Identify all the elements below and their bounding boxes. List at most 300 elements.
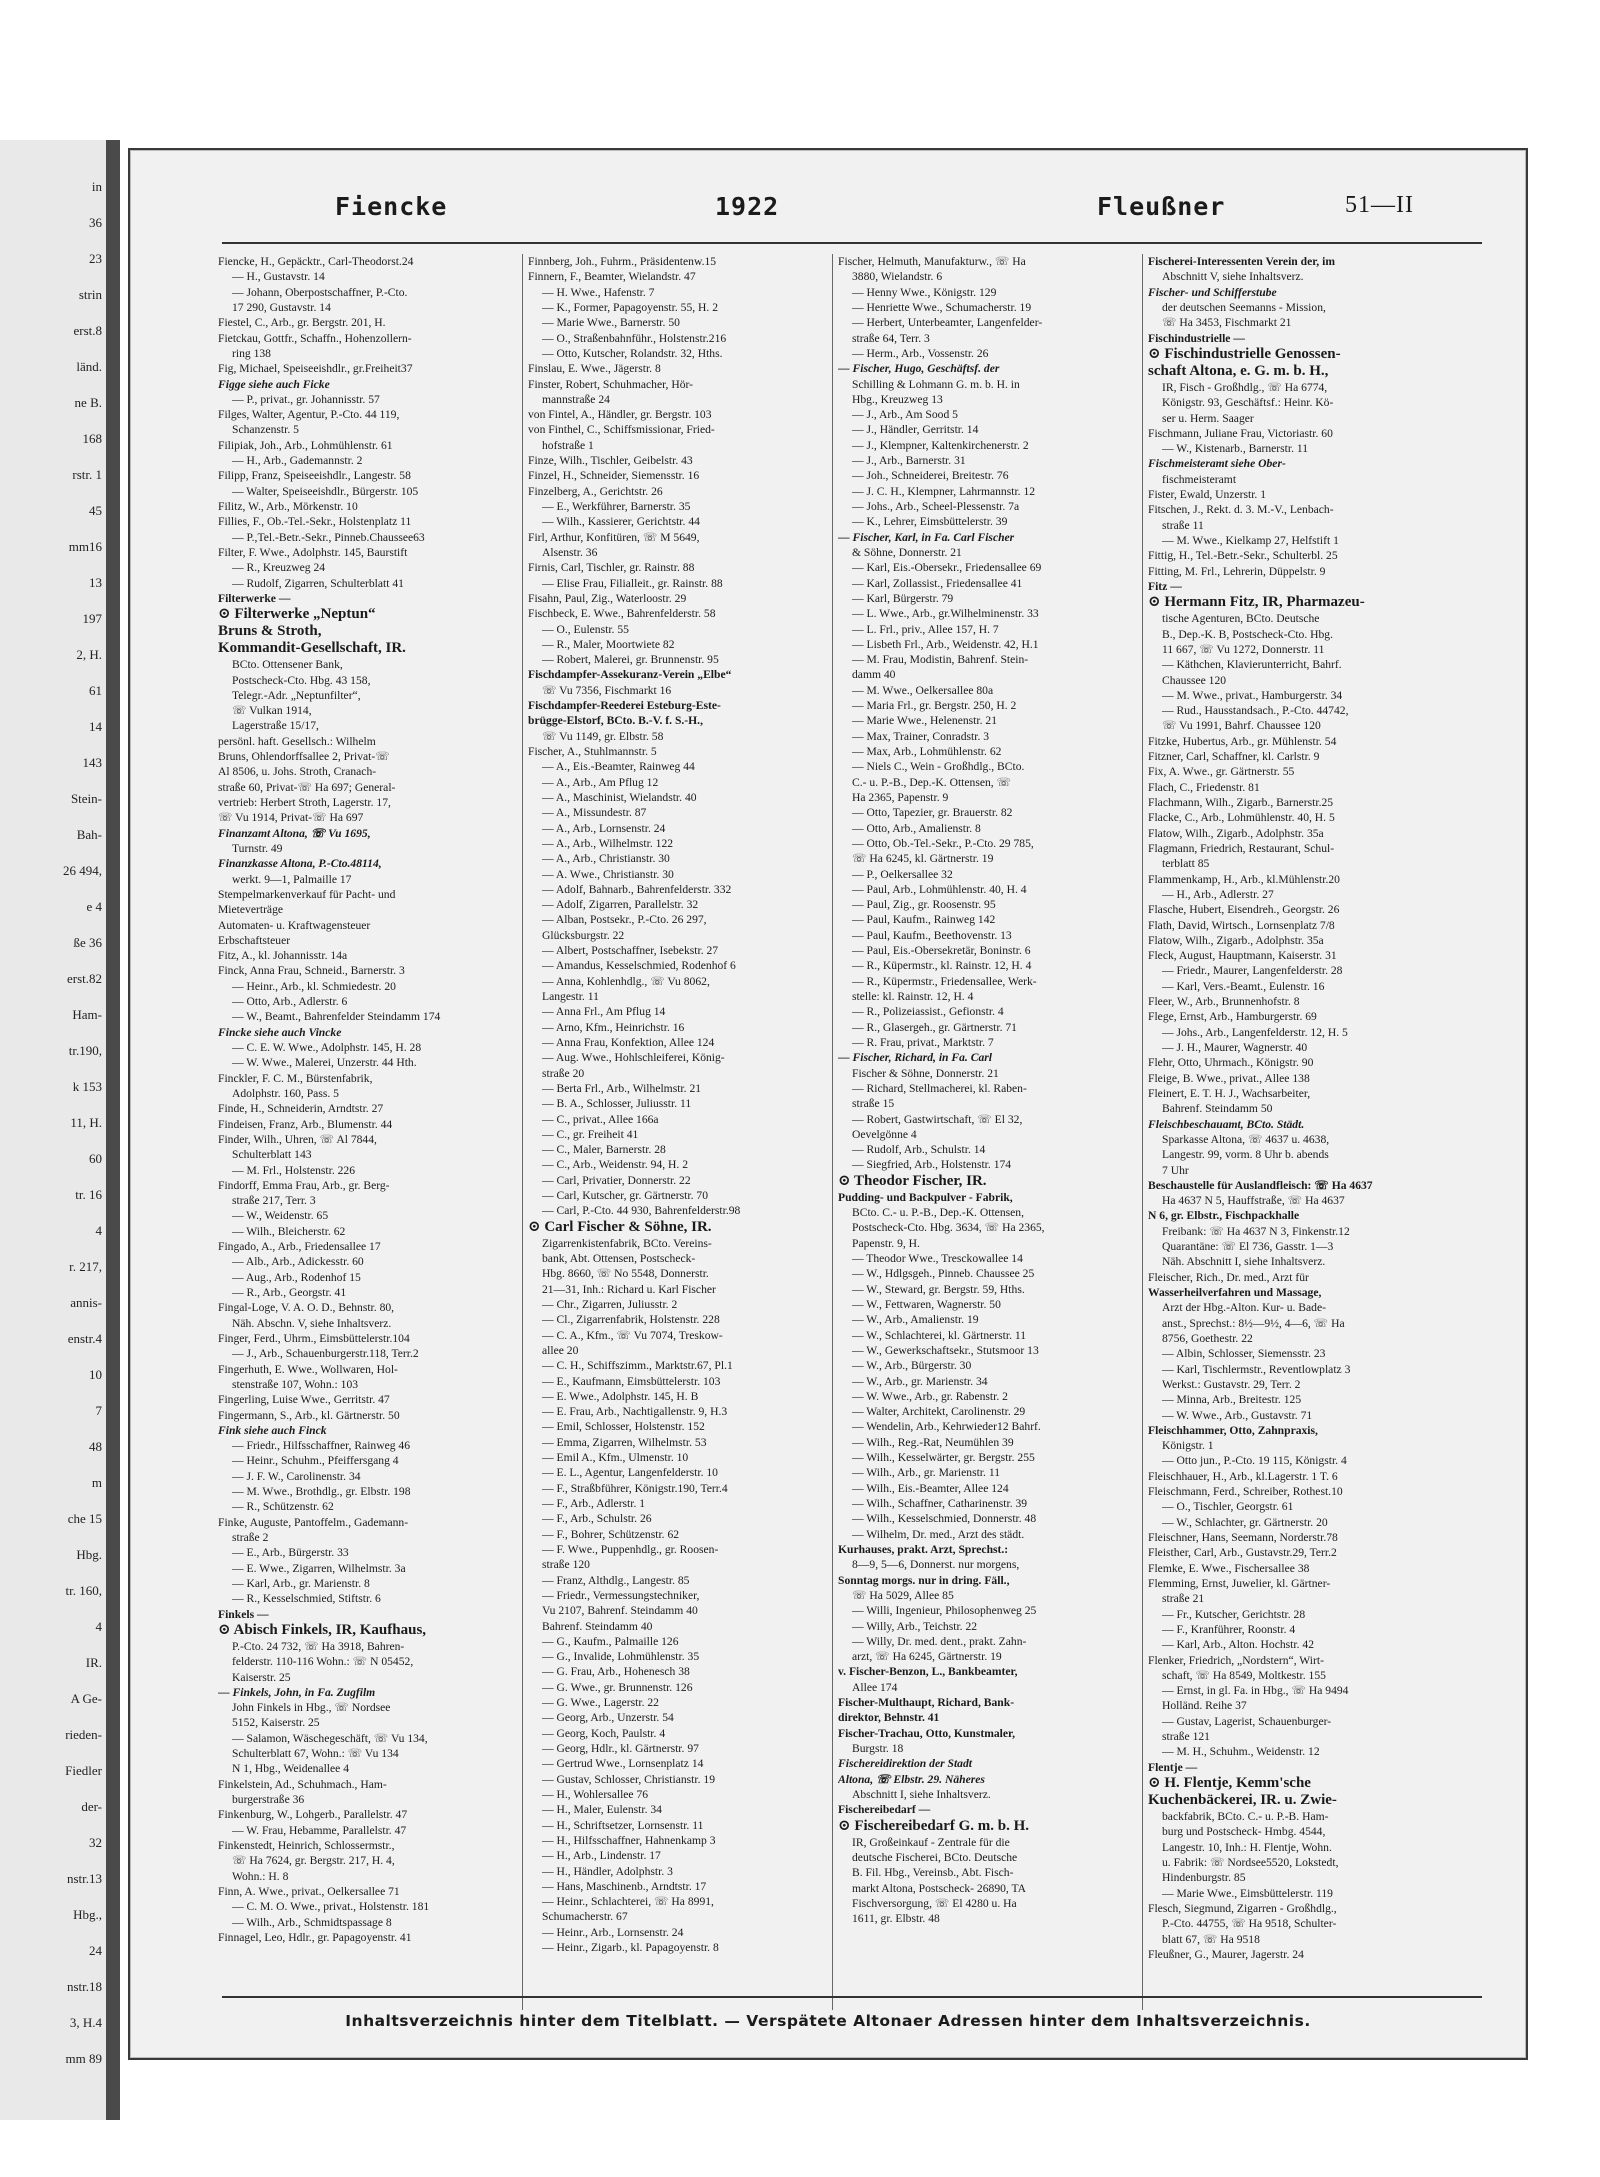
- directory-entry: Flentje —: [1148, 1760, 1198, 1774]
- directory-entry: Fleußner, G., Maurer, Jagerstr. 24: [1148, 1947, 1304, 1961]
- directory-entry: — C. H., Schiffszimm., Marktstr.67, Pl.1: [542, 1359, 733, 1373]
- column-divider: [522, 254, 523, 2010]
- directory-entry: felderstr. 110-116 Wohn.: ☏ N 05452,: [232, 1655, 414, 1669]
- directory-entry: — C., privat., Allee 166a: [542, 1112, 659, 1126]
- directory-entry: Flege, Ernst, Arb., Hamburgerstr. 69: [1148, 1010, 1317, 1024]
- directory-entry: — Karl, Arb., Alton. Hochstr. 42: [1162, 1638, 1314, 1652]
- directory-entry: burg und Postscheck- Hmbg. 4544,: [1162, 1825, 1326, 1839]
- directory-entry: — Chr., Zigarren, Juliusstr. 2: [542, 1297, 678, 1311]
- directory-entry: ☏ Vulkan 1914,: [232, 704, 312, 718]
- directory-entry: Flachmann, Wilh., Zigarb., Barnerstr.25: [1148, 796, 1334, 809]
- directory-entry: — Anna, Kohlenhdlg., ☏ Vu 8062,: [542, 974, 710, 988]
- directory-entry: N 6, gr. Elbstr., Fischpackhalle: [1148, 1209, 1300, 1223]
- directory-entry: Finzelberg, A., Gerichtstr. 26: [528, 484, 663, 498]
- directory-entry: Fischbeck, E. Wwe., Bahrenfelderstr. 58: [528, 607, 716, 621]
- directory-entry: — J., Klempner, Kaltenkirchenerstr. 2: [852, 438, 1029, 452]
- directory-entry: — R., Schützenstr. 62: [232, 1500, 334, 1514]
- directory-entry: Postscheck-Cto. Hbg. 3634, ☏ Ha 2365,: [852, 1221, 1045, 1235]
- directory-entry: — R., Küpermstr., kl. Rainstr. 12, H. 4: [852, 959, 1032, 973]
- directory-entry: — E. Frau, Arb., Nachtigallenstr. 9, H.3: [542, 1405, 728, 1419]
- directory-entry: Firl, Arthur, Konfitüren, ☏ M 5649,: [528, 530, 700, 544]
- directory-entry: B. Fil. Hbg., Vereinsb., Abt. Fisch-: [852, 1866, 1014, 1880]
- directory-entry: — F. Wwe., Puppenhdlg., gr. Roosen-: [542, 1542, 719, 1556]
- directory-entry: Sparkasse Altona, ☏ 4637 u. 4638,: [1162, 1132, 1330, 1146]
- directory-entry: — Karl, Bürgerstr. 79: [852, 591, 954, 605]
- running-head: [130, 192, 1526, 226]
- directory-entry: — J., Arb., Am Sood 5: [852, 408, 958, 422]
- previous-page-text-fragment: 143: [82, 755, 102, 770]
- directory-entry: Fingermann, S., Arb., kl. Gärtnerstr. 50: [218, 1408, 400, 1422]
- directory-entry: Näh. Abschnitt I, siehe Inhaltsverz.: [1162, 1255, 1326, 1269]
- directory-entry: bank, Abt. Ottensen, Postscheck-: [542, 1252, 696, 1265]
- previous-page-text-fragment: erst.82: [66, 971, 102, 986]
- directory-entry: Schulterblatt 67, Wohn.: ☏ Vu 134: [232, 1747, 399, 1761]
- directory-entry: — M. H., Schuhm., Weidenstr. 12: [1162, 1745, 1320, 1759]
- directory-entry: direktor, Behnstr. 41: [838, 1711, 940, 1725]
- directory-entry: — Friedr., Hilfsschaffner, Rainweg 46: [232, 1439, 411, 1453]
- directory-entry: backfabrik, BCto. C.- u. P.-B. Ham-: [1162, 1810, 1329, 1823]
- directory-entry: Fleischer, Rich., Dr. med., Arzt für: [1148, 1270, 1309, 1284]
- directory-entry: — C., Maler, Barnerstr. 28: [542, 1143, 666, 1157]
- directory-entry: Fischmann, Juliane Frau, Victoriastr. 60: [1148, 426, 1333, 440]
- previous-page-text-fragment: 3, H.4: [69, 2015, 102, 2030]
- directory-entry: Schilling & Lohmann G. m. b. H. in: [852, 377, 1020, 391]
- directory-entry: Finkenstedt, Heinrich, Schlossermstr.,: [218, 1838, 395, 1852]
- directory-entry: — Wilh., Kesselschmied, Donnerstr. 48: [852, 1512, 1037, 1526]
- directory-entry: — Johs., Arb., Scheel-Plessenstr. 7a: [852, 500, 1020, 513]
- column-1: [218, 254, 514, 2010]
- directory-entry: — H., Schriftsetzer, Lornsenstr. 11: [542, 1818, 704, 1832]
- directory-entry: — W. Wwe., Malerei, Unzerstr. 44 Hth.: [232, 1056, 417, 1070]
- directory-entry: Lagerstraße 15/17,: [232, 719, 319, 733]
- directory-entry: 1611, gr. Elbstr. 48: [852, 1912, 940, 1926]
- previous-page-text-fragment: tr. 16: [75, 1187, 102, 1202]
- directory-entry: Finnagel, Leo, Hdlr., gr. Papagoyenstr. 41: [218, 1930, 412, 1944]
- directory-entry: — M. Wwe., Kielkamp 27, Helfstift 1: [1162, 534, 1339, 547]
- directory-entry: ☏ Ha 5029, Allee 85: [852, 1588, 954, 1602]
- previous-page-text-fragment: r. 217,: [69, 1259, 102, 1274]
- directory-entry: — R. Frau, privat., Marktstr. 7: [852, 1035, 994, 1049]
- directory-entry: P.-Cto. 44755, ☏ Ha 9518, Schulter-: [1162, 1917, 1337, 1931]
- directory-entry: — Karl, Zollassist., Friedensallee 41: [852, 576, 1023, 590]
- directory-entry: — Fischer, Karl, in Fa. Carl Fischer: [838, 530, 1015, 544]
- directory-entry: P.-Cto. 24 732, ☏ Ha 3918, Bahren-: [232, 1639, 405, 1653]
- directory-entry: ring 138: [232, 346, 271, 360]
- directory-entry: Fix, A. Wwe., gr. Gärtnerstr. 55: [1148, 765, 1295, 779]
- directory-entry: — C. A., Kfm., ☏ Vu 7074, Treskow-: [542, 1328, 723, 1342]
- previous-page-text-fragment: ße 36: [73, 935, 102, 950]
- running-head-left: Fiencke: [335, 192, 448, 221]
- directory-entry: — W., Schlachter, gr. Gärtnerstr. 20: [1162, 1515, 1328, 1529]
- directory-entry: Fleige, B. Wwe., privat., Allee 138: [1148, 1071, 1310, 1085]
- directory-entry: — Emil, Schlosser, Holstenstr. 152: [542, 1420, 705, 1434]
- directory-entry: Fincke siehe auch Vincke: [218, 1025, 342, 1039]
- directory-entry: — Willy, Arb., Teichstr. 22: [852, 1619, 978, 1633]
- directory-entry: Fiencke, H., Gepäcktr., Carl-Theodorst.24: [218, 255, 414, 268]
- directory-entry: — Johann, Oberpostschaffner, P.-Cto.: [232, 285, 408, 299]
- directory-entry: Finn, A. Wwe., privat., Oelkersallee 71: [218, 1884, 400, 1898]
- directory-entry: Vu 2107, Bahrenf. Steindamm 40: [542, 1604, 698, 1618]
- directory-entry: v. Fischer-Benzon, L., Bankbeamter,: [838, 1665, 1018, 1679]
- directory-entry: — Marie Wwe., Barnerstr. 50: [542, 316, 680, 330]
- directory-entry: — W., Fettwaren, Wagnerstr. 50: [852, 1297, 1001, 1311]
- directory-entry: Fischer, A., Stuhlmannstr. 5: [528, 745, 657, 758]
- directory-entry: — H., Maler, Eulenstr. 34: [542, 1803, 662, 1817]
- directory-entry: — E., Werkführer, Barnerstr. 35: [542, 500, 691, 513]
- directory-entry: — Paul, Zig., gr. Roosenstr. 95: [852, 898, 996, 912]
- column-4: [1148, 254, 1444, 2010]
- directory-entry: — Henny Wwe., Königstr. 129: [852, 285, 997, 299]
- directory-entry: — Cl., Zigarrenfabrik, Holstenstr. 228: [542, 1313, 720, 1327]
- directory-entry: — Wilh., Kassierer, Gerichtstr. 44: [542, 515, 700, 529]
- directory-entry: werkt. 9—1, Palmaille 17: [232, 872, 352, 886]
- directory-entry: straße 217, Terr. 3: [232, 1194, 316, 1208]
- directory-entry: Finanzamt Altona, ☏ Vu 1695,: [218, 826, 371, 840]
- directory-entry: — Fischer, Hugo, Geschäftsf. der: [838, 362, 1000, 376]
- column-divider: [832, 254, 833, 2010]
- directory-entry: — A. Wwe., Christianstr. 30: [542, 867, 674, 881]
- directory-entry: Fischindustrielle —: [1148, 331, 1245, 345]
- directory-entry: Flenker, Friedrich, „Nordstern“, Wirt-: [1148, 1653, 1324, 1667]
- directory-entry: — Herbert, Unterbeamter, Langenfelder-: [852, 316, 1043, 330]
- directory-entry: — H., Arb., Lindenstr. 17: [542, 1849, 661, 1863]
- directory-entry: Wasserheilverfahren und Massage,: [1148, 1286, 1322, 1299]
- directory-entry: — E., Kaufmann, Eimsbüttelerstr. 103: [542, 1374, 721, 1388]
- directory-entry: 17 290, Gustavstr. 14: [232, 300, 331, 314]
- directory-entry: — W., Arb., Bürgerstr. 30: [852, 1359, 972, 1373]
- previous-page-text-fragment: Stein-: [70, 791, 102, 806]
- directory-entry: Telegr.-Adr. „Neptunfilter“,: [232, 688, 361, 702]
- previous-page-text-fragment: enstr.4: [67, 1331, 102, 1346]
- directory-entry: Erbschaftsteuer: [218, 933, 291, 947]
- directory-entry: — R., Maler, Moortwiete 82: [542, 637, 675, 651]
- previous-page-text-fragment: 23: [89, 251, 102, 266]
- directory-entry: Fischmeisteramt siehe Ober-: [1148, 457, 1286, 471]
- directory-entry: Fink siehe auch Finck: [218, 1423, 327, 1437]
- directory-entry: — Wilh., Arb., Schmidtspassage 8: [232, 1915, 392, 1929]
- directory-entry: straße 121: [1162, 1730, 1210, 1744]
- previous-page-text-fragment: 168: [82, 431, 102, 446]
- directory-entry: — G. Wwe., Lagerstr. 22: [542, 1696, 659, 1710]
- directory-entry: ⊙ Filterwerke „Neptun“: [218, 606, 376, 623]
- directory-entry: — W. Wwe., Arb., Gustavstr. 71: [1162, 1408, 1313, 1422]
- directory-entry: — Carl, P.-Cto. 44 930, Bahrenfelderstr.98: [542, 1204, 741, 1218]
- directory-entry: — R., Kreuzweg 24: [232, 561, 326, 575]
- previous-page-text-fragment: Hbg.,: [73, 1907, 102, 1922]
- directory-entry: ☏ Vu 1991, Bahrf. Chaussee 120: [1162, 719, 1321, 733]
- directory-entry: — R., Arb., Georgstr. 41: [232, 1286, 347, 1299]
- directory-entry: — Carl, Privatier, Donnerstr. 22: [542, 1173, 691, 1187]
- directory-entry: Fitschen, J., Rekt. d. 3. M.-V., Lenbach-: [1148, 503, 1334, 517]
- previous-page-text-fragment: 60: [89, 1151, 102, 1166]
- directory-entry: — Theodor Wwe., Tresckowallee 14: [852, 1252, 1023, 1265]
- directory-entry: Zigarrenkistenfabrik, BCto. Vereins-: [542, 1236, 712, 1250]
- directory-entry: Königstr. 93, Geschäftsf.: Heinr. Kö-: [1162, 396, 1334, 410]
- previous-page-text-fragment: 61: [89, 683, 102, 698]
- directory-entry: Ha 2365, Papenstr. 9: [852, 790, 949, 804]
- directory-entry: — Heinr., Schlachterei, ☏ Ha 8991,: [542, 1895, 714, 1909]
- directory-entry: vertrieb: Herbert Stroth, Lagerstr. 17,: [218, 796, 391, 809]
- directory-entry: Mieteverträge: [218, 903, 284, 917]
- directory-entry: Figge siehe auch Ficke: [218, 377, 330, 391]
- directory-entry: — L. Wwe., Arb., gr.Wilhelminenstr. 33: [852, 607, 1039, 621]
- previous-page-text-fragment: 32: [89, 1835, 102, 1850]
- directory-entry: — A., Eis.-Beamter, Rainweg 44: [542, 760, 695, 774]
- directory-entry: — J. C. H., Klempner, Lahrmannstr. 12: [852, 484, 1036, 498]
- directory-entry: Allee 174: [852, 1680, 898, 1694]
- directory-entry: damm 40: [852, 668, 896, 682]
- directory-entry: — Wendelin, Arb., Kehrwieder12 Bahrf.: [852, 1420, 1041, 1434]
- directory-entry: — O., Straßenbahnführ., Holstenstr.216: [542, 331, 727, 345]
- directory-entry: Hindenburgstr. 85: [1162, 1871, 1246, 1885]
- directory-entry: Fischereidirektion der Stadt: [838, 1757, 972, 1771]
- directory-entry: Burgstr. 18: [852, 1742, 904, 1755]
- directory-entry: — Friedr., Maurer, Langenfelderstr. 28: [1162, 964, 1343, 978]
- directory-entry: Fleischner, Hans, Seemann, Norderstr.78: [1148, 1531, 1338, 1544]
- directory-entry: — O., Eulenstr. 55: [542, 622, 629, 636]
- directory-entry: — E. Wwe., Adolphstr. 145, H. B: [542, 1389, 699, 1403]
- directory-entry: Finster, Robert, Schuhmacher, Hör-: [528, 377, 693, 391]
- directory-entry: ☏ Ha 6245, kl. Gärtnerstr. 19: [852, 852, 994, 866]
- directory-entry: — Karl, Arb., gr. Marienstr. 8: [232, 1576, 370, 1590]
- directory-entry: Langestr. 99, vorm. 8 Uhr b. abends: [1162, 1148, 1329, 1162]
- directory-entry: Fiestel, C., Arb., gr. Bergstr. 201, H.: [218, 316, 386, 330]
- directory-entry: Flasche, Hubert, Eisendreh., Georgstr. 26: [1148, 903, 1340, 917]
- previous-page-text-fragment: Bah-: [76, 827, 102, 842]
- directory-entry: 3880, Wielandstr. 6: [852, 270, 943, 284]
- directory-entry: Finnberg, Joh., Fuhrm., Präsidentenw.15: [528, 255, 717, 268]
- directory-entry: Fittig, H., Tel.-Betr.-Sekr., Schulterbl. 25: [1148, 549, 1338, 563]
- directory-entry: von Fintel, A., Händler, gr. Bergstr. 103: [528, 408, 712, 422]
- directory-entry: — W., Gewerkschaftsekr., Stutsmoor 13: [852, 1343, 1039, 1357]
- directory-entry: — Max, Arb., Lohmühlenstr. 62: [852, 745, 1002, 758]
- directory-entry: — Fr., Kutscher, Gerichtstr. 28: [1162, 1607, 1306, 1621]
- directory-entry: — Emma, Zigarren, Wilhelmstr. 53: [542, 1435, 707, 1449]
- previous-page-text-fragment: 7: [95, 1403, 102, 1418]
- directory-entry: Fleer, W., Arb., Brunnenhofstr. 8: [1148, 995, 1300, 1009]
- directory-entry: Flemke, E. Wwe., Fischersallee 38: [1148, 1561, 1310, 1575]
- previous-page-text-fragment: erst.8: [73, 323, 102, 338]
- directory-entry: Hbg. 8660, ☏ No 5548, Donnerstr.: [542, 1267, 709, 1281]
- directory-entry: — Emil A., Kfm., Ulmenstr. 10: [542, 1451, 689, 1465]
- previous-page-text-fragment: 10: [89, 1367, 102, 1382]
- directory-entry: Fischdampfer-Reederei Esteburg-Este-: [528, 699, 721, 713]
- directory-entry: Finzel, H., Schneider, Siemensstr. 16: [528, 469, 700, 483]
- directory-entry: — Otto, Tapezier, gr. Brauerstr. 82: [852, 806, 1013, 820]
- directory-entry: Findorff, Emma Frau, Arb., gr. Berg-: [218, 1178, 390, 1192]
- directory-entry: — Otto, Kutscher, Rolandstr. 32, Hths.: [542, 346, 723, 360]
- directory-entry: ⊙ Abisch Finkels, IR, Kaufhaus,: [218, 1621, 427, 1638]
- directory-entry: — M. Frl., Holstenstr. 226: [232, 1163, 356, 1177]
- directory-entry: Finck, Anna Frau, Schneid., Barnerstr. 3: [218, 964, 405, 978]
- directory-entry: — Henriette Wwe., Schumacherstr. 19: [852, 300, 1032, 314]
- previous-page-text-fragment: der-: [81, 1799, 102, 1814]
- directory-entry: Werkst.: Gustavstr. 29, Terr. 2: [1162, 1377, 1301, 1391]
- directory-entry: — W., Arb., gr. Marienstr. 34: [852, 1374, 988, 1388]
- directory-entry: — Wilh., Eis.-Beamter, Allee 124: [852, 1481, 1009, 1495]
- directory-entry: — Rudolf, Zigarren, Schulterblatt 41: [232, 576, 404, 590]
- directory-entry: — F., Arb., Schulstr. 26: [542, 1512, 652, 1526]
- directory-entry: Kuchenbäckerei, IR. u. Zwie-: [1148, 1792, 1337, 1808]
- directory-entry: ☏ Vu 1149, gr. Elbstr. 58: [542, 729, 664, 743]
- directory-entry: — Aug. Wwe., Hohlschleiferei, König-: [542, 1051, 725, 1065]
- directory-entry: 11 667, ☏ Vu 1272, Donnerstr. 11: [1162, 642, 1325, 656]
- directory-entry: BCto. C.- u. P.-B., Dep.-K. Ottensen,: [852, 1206, 1024, 1220]
- directory-entry: — W., Arb., Amalienstr. 19: [852, 1313, 979, 1327]
- directory-entry: Flagmann, Friedrich, Restaurant, Schul-: [1148, 841, 1335, 855]
- directory-entry: Kurhauses, prakt. Arzt, Sprechst.:: [838, 1542, 1009, 1556]
- directory-entry: stenstraße 107, Wohn.: 103: [232, 1377, 359, 1391]
- previous-page-text-fragment: 197: [82, 611, 102, 626]
- directory-entry: — Adolf, Bahnarb., Bahrenfelderstr. 332: [542, 882, 732, 896]
- directory-entry: Finze, Wilh., Tischler, Geibelstr. 43: [528, 454, 693, 468]
- directory-entry: ☏ Vu 7356, Fischmarkt 16: [542, 683, 672, 697]
- directory-entry: — R., Kesselschmied, Stiftstr. 6: [232, 1592, 381, 1606]
- directory-entry: Königstr. 1: [1162, 1439, 1214, 1453]
- directory-entry: Fischer-Trachau, Otto, Kunstmaler,: [838, 1726, 1016, 1740]
- directory-entry: — Richard, Stellmacherei, kl. Raben-: [852, 1081, 1027, 1095]
- directory-entry: — J., Arb., Schauenburgerstr.118, Terr.2: [232, 1347, 419, 1361]
- directory-entry: — Niels C., Wein - Großhdlg., BCto.: [852, 760, 1025, 774]
- directory-entry: — L. Frl., priv., Allee 157, H. 7: [852, 622, 999, 636]
- directory-entry: Filipp, Franz, Speiseeishdlr., Langestr. 58: [218, 469, 411, 483]
- previous-page-text-fragment: 13: [89, 575, 102, 590]
- directory-entry: Bruns & Stroth,: [218, 623, 322, 640]
- previous-page-text-fragment: 2, H.: [76, 647, 102, 662]
- previous-page-text-fragment: Ham-: [72, 1007, 102, 1022]
- previous-page-text-fragment: 11, H.: [70, 1115, 102, 1130]
- directory-entry: Flemming, Ernst, Juwelier, kl. Gärtner-: [1148, 1576, 1331, 1590]
- directory-entry: — Otto jun., P.-Cto. 19 115, Königstr. 4: [1162, 1454, 1347, 1468]
- directory-entry: Fischdampfer-Assekuranz-Verein „Elbe“: [528, 668, 732, 682]
- directory-entry: — F., Straßbführer, Königstr.190, Terr.4: [542, 1481, 728, 1495]
- directory-entry: — A., Maschinist, Wielandstr. 40: [542, 790, 697, 804]
- previous-page-text-fragment: 26 494,: [63, 863, 102, 878]
- directory-entry: Fingado, A., Arb., Friedensallee 17: [218, 1240, 381, 1254]
- directory-entry: — A., Arb., Wilhelmstr. 122: [542, 836, 674, 850]
- directory-entry: — J. H., Maurer, Wagnerstr. 40: [1162, 1041, 1308, 1054]
- directory-entry: — Gustav, Lagerist, Schauenburger-: [1162, 1714, 1332, 1728]
- previous-page-text-fragment: rieden-: [65, 1727, 102, 1742]
- directory-entry: N 1, Hbg., Weidenallee 4: [232, 1762, 350, 1776]
- directory-entry: Flatow, Wilh., Zigarb., Adolphstr. 35a: [1148, 933, 1324, 947]
- directory-entry: — Alb., Arb., Adickesstr. 60: [232, 1255, 364, 1269]
- directory-entry: — Adolf, Zigarren, Parallelstr. 32: [542, 898, 699, 912]
- directory-entry: — W. Frau, Hebamme, Parallelstr. 47: [232, 1823, 407, 1837]
- directory-entry: — Wilh., Schaffner, Catharinenstr. 39: [852, 1497, 1028, 1510]
- directory-entry: — Albert, Postschaffner, Isebekstr. 27: [542, 944, 719, 958]
- directory-entry: — Robert, Gastwirtschaft, ☏ El 32,: [852, 1112, 1023, 1126]
- directory-entry: brügge-Elstorf, BCto. B.-V. f. S.-H.,: [528, 714, 703, 728]
- directory-entry: Fleischbeschauamt, BCto. Städt.: [1148, 1117, 1305, 1131]
- directory-entry: Finanzkasse Altona, P.-Cto.48114,: [218, 857, 382, 871]
- directory-entry: IR, Großeinkauf - Zentrale für die: [852, 1835, 1010, 1849]
- previous-page-text-fragment: mm16: [68, 539, 102, 554]
- directory-entry: — O., Tischler, Georgstr. 61: [1162, 1500, 1294, 1514]
- directory-entry: Finkelstein, Ad., Schuhmach., Ham-: [218, 1777, 387, 1791]
- footer-rule: [222, 1996, 1482, 1998]
- directory-entry: straße 20: [542, 1066, 585, 1080]
- directory-entry: — M. Frau, Modistin, Bahrenf. Stein-: [852, 653, 1029, 667]
- directory-entry: ⊙ H. Flentje, Kemm'sche: [1148, 1775, 1311, 1791]
- directory-entry: — Walter, Speiseeishdlr., Bürgerstr. 105: [232, 484, 419, 498]
- directory-entry: Glücksburgstr. 22: [542, 928, 625, 942]
- directory-entry: — H., Gustavstr. 14: [232, 270, 325, 284]
- directory-entry: — Gertrud Wwe., Lornsenplatz 14: [542, 1757, 704, 1771]
- column-3: [838, 254, 1134, 2010]
- directory-entry: Fitz, A., kl. Johannisstr. 14a: [218, 949, 348, 963]
- directory-entry: — Arno, Kfm., Heinrichstr. 16: [542, 1020, 685, 1034]
- directory-entry: — Joh., Schneiderei, Breitestr. 76: [852, 469, 1009, 483]
- previous-page-text-fragment: annis-: [70, 1295, 102, 1310]
- previous-page-text-fragment: 36: [89, 215, 102, 230]
- directory-entry: — Anna Frl., Am Pflug 14: [542, 1005, 666, 1019]
- directory-entry: Filipiak, Joh., Arb., Lohmühlenstr. 61: [218, 438, 393, 452]
- directory-entry: Fister, Ewald, Unzerstr. 1: [1148, 488, 1267, 502]
- directory-entry: — W., Kistenarb., Barnerstr. 11: [1162, 442, 1309, 456]
- directory-entry: Finde, H., Schneiderin, Arndtstr. 27: [218, 1102, 384, 1116]
- directory-entry: Fleischmann, Ferd., Schreiber, Rothest.10: [1148, 1485, 1343, 1499]
- directory-entry: Filterwerke —: [218, 591, 291, 605]
- directory-entry: Fischerei-Interessenten Verein der, im: [1148, 255, 1335, 268]
- previous-page-text-fragment: 24: [89, 1943, 102, 1958]
- directory-entry: Kaiserstr. 25: [232, 1670, 291, 1684]
- directory-entry: — R., Polizeiassist., Gefionstr. 4: [852, 1005, 1004, 1019]
- directory-entry: burgerstraße 36: [232, 1793, 305, 1806]
- directory-entry: Pudding- und Backpulver - Fabrik,: [838, 1190, 1013, 1204]
- directory-entry: Fischer- und Schifferstube: [1148, 285, 1277, 299]
- directory-entry: tische Agenturen, BCto. Deutsche: [1162, 612, 1320, 626]
- directory-entry: — J., Händler, Gerritstr. 14: [852, 423, 979, 437]
- directory-entry: — C., Arb., Weidenstr. 94, H. 2: [542, 1158, 689, 1172]
- previous-page-text-fragment: in: [91, 179, 102, 194]
- directory-entry: blatt 67, ☏ Ha 9518: [1162, 1932, 1260, 1946]
- directory-entry: straße 15: [852, 1097, 895, 1111]
- directory-entry: Flehr, Otto, Uhrmach., Königstr. 90: [1148, 1056, 1314, 1070]
- directory-entry: — W., Beamt., Bahrenfelder Steindamm 174: [232, 1010, 441, 1024]
- directory-entry: Filter, F. Wwe., Adolphstr. 145, Baurstift: [218, 545, 408, 559]
- directory-entry: anst., Sprechst.: 8½—9½, 4—6, ☏ Ha: [1162, 1316, 1345, 1330]
- directory-entry: Finkels —: [218, 1607, 269, 1621]
- directory-entry: Fischer, Helmuth, Manufakturw., ☏ Ha: [838, 255, 1026, 268]
- directory-entry: — Karl, Tischlermstr., Reventlowplatz 3: [1162, 1362, 1351, 1376]
- directory-entry: Fig, Michael, Speiseeishdlr., gr.Freiheit37: [218, 362, 413, 376]
- directory-entry: — P., Oelkersallee 32: [852, 867, 953, 881]
- directory-entry: schaft, ☏ Ha 8549, Moltkestr. 155: [1162, 1668, 1326, 1682]
- directory-entry: Kommandit-Gesellschaft, IR.: [218, 640, 406, 657]
- previous-page-text-fragment: 4: [95, 1619, 102, 1634]
- directory-entry: — H., Händler, Adolphstr. 3: [542, 1864, 673, 1878]
- directory-entry: persönl. haft. Gesellsch.: Wilhelm: [218, 734, 376, 748]
- directory-entry: — Rud., Hausstandsach., P.-Cto. 44742,: [1162, 704, 1349, 718]
- directory-entry: — C., gr. Freiheit 41: [542, 1127, 639, 1141]
- directory-entry: Filitz, W., Arb., Mörkenstr. 10: [218, 500, 358, 513]
- directory-entry: — Maria Frl., gr. Bergstr. 250, H. 2: [852, 699, 1017, 713]
- directory-entry: — J., Arb., Barnerstr. 31: [852, 454, 966, 468]
- directory-entry: Altona, ☏ Elbstr. 29. Näheres: [838, 1772, 985, 1786]
- directory-entry: — Wilh., Arb., gr. Marienstr. 11: [852, 1466, 1000, 1480]
- directory-entry: Fietckau, Gottfr., Schaffn., Hohenzollern-: [218, 331, 412, 345]
- directory-entry: — Rudolf, Arb., Schulstr. 14: [852, 1143, 986, 1157]
- directory-entry: — Carl, Kutscher, gr. Gärtnerstr. 70: [542, 1189, 708, 1203]
- previous-page-text-fragment: che 15: [67, 1511, 102, 1526]
- directory-entry: — H., Arb., Adlerstr. 27: [1162, 887, 1274, 901]
- directory-entry: — H., Wohlersallee 76: [542, 1787, 649, 1801]
- directory-entry: 8756, Goethestr. 22: [1162, 1331, 1253, 1345]
- directory-entry: Flammenkamp, H., Arb., kl.Mühlenstr.20: [1148, 872, 1340, 886]
- directory-entry: Freibank: ☏ Ha 4637 N 3, Finkenstr.12: [1162, 1224, 1350, 1238]
- directory-entry: Alsenstr. 36: [542, 545, 598, 559]
